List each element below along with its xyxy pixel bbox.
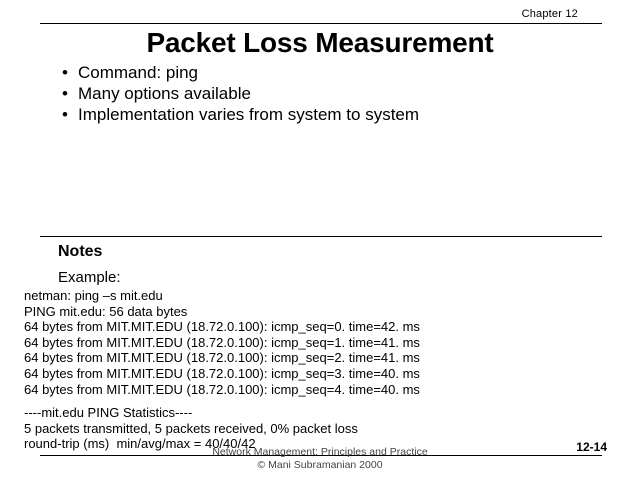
list-item-label: Command: ping (78, 63, 199, 82)
terminal-line: 64 bytes from MIT.MIT.EDU (18.72.0.100): icmp_seq=0. time=42. ms (24, 319, 420, 335)
terminal-line-blank (24, 397, 624, 405)
terminal-output (24, 288, 624, 452)
terminal-line: PING mit.edu: 56 data bytes (24, 303, 188, 319)
footer (0, 446, 640, 472)
notes-divider (40, 236, 602, 237)
terminal-line: 64 bytes from MIT.MIT.EDU (18.72.0.100): icmp_seq=3. time=40. ms (24, 365, 420, 381)
bullet-marker-icon: • (62, 105, 68, 124)
footer-line-1: Network Management: Principles and Practice (212, 446, 428, 458)
page-title: Packet Loss Measurement (146, 27, 494, 58)
terminal-line: 64 bytes from MIT.MIT.EDU (18.72.0.100): icmp_seq=1. time=41. ms (24, 334, 420, 350)
bullet-marker-icon: • (62, 63, 68, 82)
list-item-label: Implementation varies from system to system (78, 105, 420, 124)
terminal-line: round-trip (ms) min/avg/max = 40/40/42 (24, 436, 256, 452)
terminal-line: 64 bytes from MIT.MIT.EDU (18.72.0.100): icmp_seq=4. time=40. ms (24, 381, 420, 397)
footer-line-2: © Mani Subramanian 2000 (257, 459, 383, 471)
terminal-line: ----mit.edu PING Statistics---- (24, 405, 193, 421)
list-item (62, 104, 602, 125)
example-label: Example: (58, 269, 121, 286)
notes-heading: Notes (58, 243, 103, 260)
top-divider (40, 23, 602, 24)
bullet-marker-icon: • (62, 84, 68, 103)
list-item-label: Many options available (78, 84, 251, 103)
list-item (62, 62, 602, 83)
terminal-line: 64 bytes from MIT.MIT.EDU (18.72.0.100): icmp_seq=2. time=41. ms (24, 350, 420, 366)
list-item (62, 83, 602, 104)
bullet-list (62, 62, 602, 125)
chapter-label: Chapter 12 (521, 8, 578, 20)
terminal-line: 5 packets transmitted, 5 packets received, 0% packet loss (24, 420, 358, 436)
terminal-line: netman: ping –s mit.edu (24, 288, 163, 303)
page-number: 12-14 (576, 440, 607, 454)
